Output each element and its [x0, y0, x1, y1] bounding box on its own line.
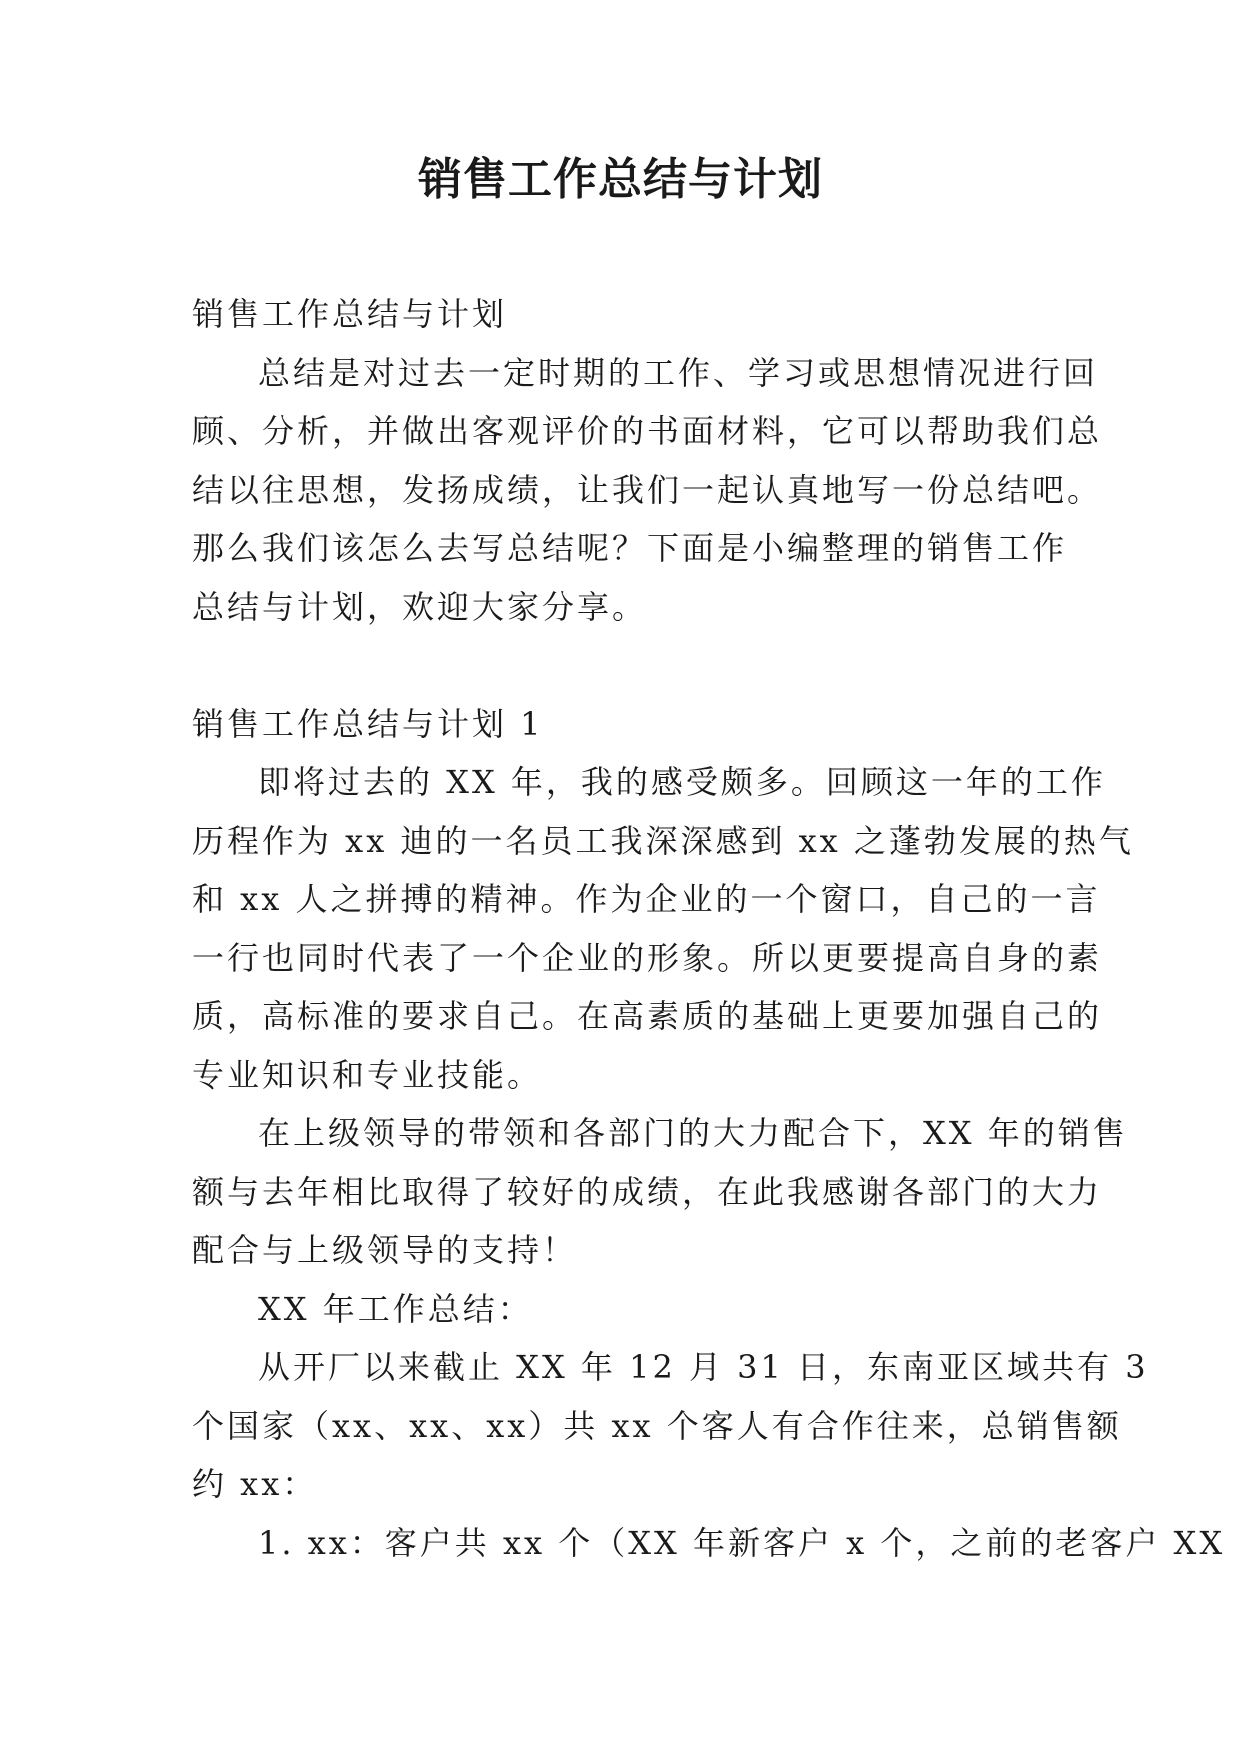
paragraph-line: 在上级领导的带领和各部门的大力配合下，XX 年的销售	[258, 1114, 1128, 1152]
paragraph-line: 一行也同时代表了一个企业的形象。所以更要提高自身的素	[192, 938, 1103, 977]
document-title: 销售工作总结与计划	[418, 154, 823, 205]
paragraph-line: 额与去年相比取得了较好的成绩，在此我感谢各部门的大力	[192, 1172, 1103, 1211]
paragraph-line: 和 xx 人之拼搏的精神。作为企业的一个窗口，自己的一言	[192, 880, 1101, 918]
paragraph-3: XX 年工作总结：	[258, 1289, 533, 1328]
paragraph-line: 总结与计划，欢迎大家分享。	[192, 587, 648, 626]
paragraph-1	[192, 753, 1134, 1104]
paragraph-4	[192, 1338, 1149, 1514]
paragraph-line: 质，高标准的要求自己。在高素质的基础上更要加强自己的	[192, 997, 1103, 1035]
paragraph-line: 顾、分析，并做出客观评价的书面材料，它可以帮助我们总	[192, 412, 1103, 450]
paragraph-2	[192, 1104, 1128, 1280]
paragraph-line: 结以往思想，发扬成绩，让我们一起认真地写一份总结吧。	[192, 470, 1103, 509]
paragraph-line: 约 xx：	[192, 1465, 318, 1503]
paragraph-line: 配合与上级领导的支持！	[192, 1231, 578, 1269]
paragraph-line: 那么我们该怎么去写总结呢？下面是小编整理的销售工作	[192, 529, 1068, 567]
document-body	[192, 285, 1226, 1572]
paragraph-line: 专业知识和专业技能。	[192, 1055, 543, 1094]
paragraph-line: 历程作为 xx 迪的一名员工我深深感到 xx 之蓬勃发展的热气	[192, 821, 1134, 860]
paragraph-5: 1. xx：客户共 xx 个（XX 年新客户 x 个，之前的老客户 XX	[258, 1523, 1226, 1562]
paragraph-line: 从开厂以来截止 XX 年 12 月 31 日，东南亚区域共有 3	[258, 1348, 1149, 1386]
intro-paragraph	[192, 344, 1103, 637]
blank-line	[192, 636, 1062, 695]
paragraph-line: 总结是对过去一定时期的工作、学习或思想情况进行回	[258, 353, 1099, 392]
subtitle: 销售工作总结与计划	[192, 295, 508, 333]
paragraph-line: 个国家（xx、xx、xx）共 xx 个客人有合作往来，总销售额	[192, 1406, 1122, 1445]
paragraph-line: 即将过去的 XX 年，我的感受颇多。回顾这一年的工作	[258, 763, 1106, 801]
section-heading: 销售工作总结与计划 1	[192, 704, 544, 743]
